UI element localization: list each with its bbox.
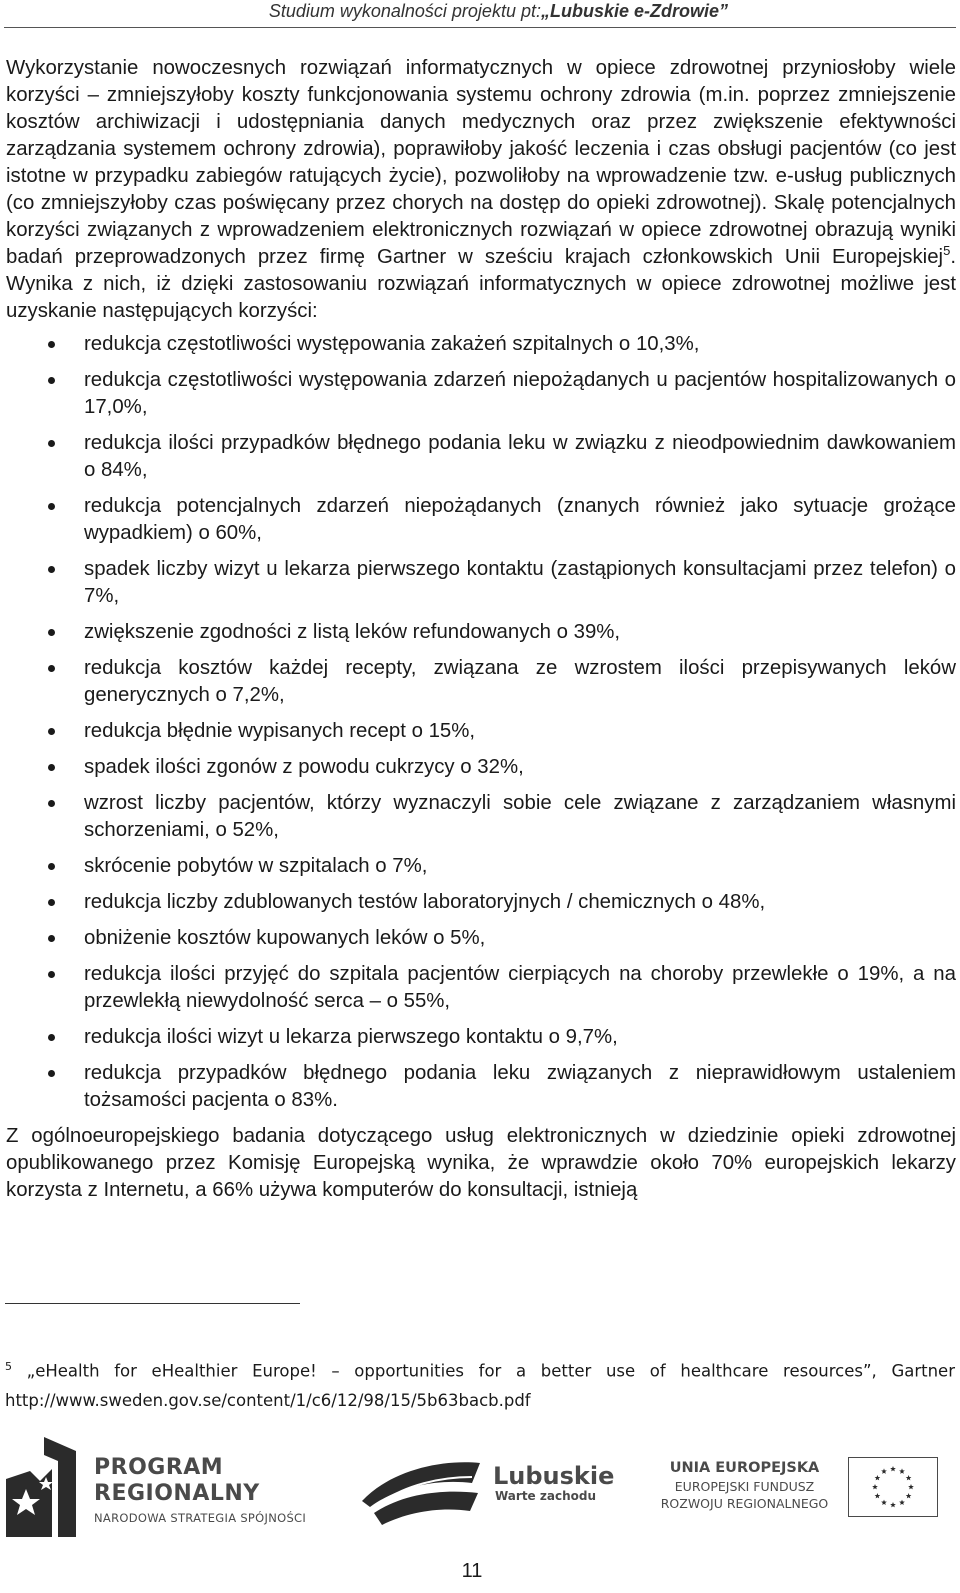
program-regionalny-text	[94, 1455, 306, 1525]
footnote	[5, 1352, 955, 1415]
footnote-number: 5	[5, 1360, 12, 1373]
intro-text-2: . Wynika z nich, iż dzięki zastosowaniu rozwiązań informatycznych w opiece zdrowotnej możliwe jest uzyskanie następujących korzyści:	[6, 246, 956, 322]
list-item	[6, 961, 956, 1015]
bullet-icon	[48, 728, 55, 735]
list-item	[6, 556, 956, 610]
list-item-text: redukcja ilości przypadków błędnego podania leku w związku z nieodpowiednim dawkowaniem o 84%,	[84, 432, 956, 481]
list-item-text: redukcja liczby zdublowanych testów laboratoryjnych / chemicznych o 48%,	[84, 891, 766, 913]
list-item	[6, 619, 956, 646]
list-item	[6, 430, 956, 484]
lubuskie-name: Lubuskie	[493, 1462, 615, 1490]
intro-text: Wykorzystanie nowoczesnych rozwiązań informatycznych w opiece zdrowotnej przyniosłoby wiele korzyści – zmniejszyłoby koszty funkcjonowania systemu ochrony zdrowia (m.in. poprzez zmniejszenie kosztów archiwizacji i udostępniania danych medycznych oraz przez zwiększenie efektywności zarządzania systemem ochrony zdrowia), poprawiłoby jakość leczenia i czas obsługi pacjentów (co jest istotne w przypadku zabiegów ratujących życie), pozwoliłoby na wprowadzenie tzw. e-usług publicznych (co zmniejszyłoby czas poświęcany przez chorych na dostęp do opieki zdrowotnej). Skalę potencjalnych korzyści związanych z wprowadzeniem elektronicznych rozwiązań w opiece zdrowotnej obrazują wyniki badań przeprowadzonych przez firmę Gartner w sześciu krajach członkowskich Unii Europejskiej	[6, 57, 956, 268]
list-item	[6, 331, 956, 358]
header-title	[269, 1, 728, 22]
eu-line2: EUROPEJSKI FUNDUSZ	[674, 1479, 815, 1494]
closing-paragraph: Z ogólnoeuropejskiego badania dotyczącego usług elektronicznych w dziedzinie opieki zdrowotnej opublikowanego przez Komisję Europejską wynika, że wprawdzie około 70% europejskich lekarzy korzysta z Internetu, a 66% używa komputerów do konsultacji, istnieją	[6, 1125, 956, 1201]
list-item	[6, 925, 956, 952]
eu-title: UNIA EUROPEJSKA	[669, 1460, 820, 1476]
eu-flag-icon	[848, 1457, 938, 1517]
footnote-ref[interactable]: 5	[943, 243, 951, 259]
list-item-text: redukcja potencjalnych zdarzeń niepożądanych (znanych również jako sytuacje grożące wypadkiem) o 60%,	[84, 495, 956, 544]
eu-line3: ROZWOJU REGIONALNEGO	[660, 1496, 829, 1511]
list-item-text: skrócenie pobytów w szpitalach o 7%,	[84, 855, 428, 877]
list-item-text: zwiększenie zgodności z listą leków refundowanych o 39%,	[84, 621, 621, 643]
program-line2: REGIONALNY	[94, 1481, 260, 1506]
bullet-icon	[48, 440, 55, 447]
funding-logos-bar	[0, 1435, 960, 1545]
list-item	[6, 889, 956, 916]
page-number-text: 11	[461, 1560, 483, 1582]
benefits-list	[6, 331, 956, 1114]
list-item-text: redukcja ilości przyjęć do szpitala pacjentów cierpiących na choroby przewlekłe o 19%, a na przewlekłą niewydolność serca – o 55%,	[84, 963, 956, 1012]
bullet-icon	[48, 1034, 55, 1041]
list-item	[6, 367, 956, 421]
list-item	[6, 853, 956, 880]
bullet-icon	[48, 935, 55, 942]
list-item-text: redukcja ilości wizyt u lekarza pierwszego kontaktu o 9,7%,	[84, 1026, 618, 1048]
page-header	[0, 0, 960, 26]
list-item	[6, 1060, 956, 1114]
document-body	[6, 55, 956, 1204]
header-prefix: Studium wykonalności projektu pt:	[268, 1, 541, 21]
bullet-icon	[48, 341, 55, 348]
bullet-icon	[48, 377, 55, 384]
list-item-text: redukcja błędnie wypisanych recept o 15%,	[84, 720, 476, 742]
footnote-text: „eHealth for eHealthier Europe! – opportunities for a better use of healthcare resources”, Gartner http://www.sweden.gov.se/content/1/c6/12/98/15/5b63bacb.pdf	[5, 1361, 955, 1410]
footnote-separator	[5, 1303, 300, 1304]
bullet-icon	[48, 899, 55, 906]
list-item-text: spadek ilości zgonów z powodu cukrzycy o 32%,	[84, 756, 524, 778]
list-item	[6, 655, 956, 709]
eu-fund-text	[652, 1459, 837, 1512]
program-regionalny-logo-icon	[6, 1437, 76, 1537]
bullet-icon	[48, 665, 55, 672]
list-item-text: wzrost liczby pacjentów, którzy wyznaczyli sobie cele związane z zarządzaniem własnymi schorzeniami, o 52%,	[84, 792, 956, 841]
lubuskie-slogan: Warte zachodu	[495, 1489, 596, 1503]
bullet-icon	[48, 971, 55, 978]
list-item-text: redukcja częstotliwości występowania zdarzeń niepożądanych u pacjentów hospitalizowanych o 17,0%,	[84, 369, 956, 418]
list-item	[6, 718, 956, 745]
lubuskie-logo-icon	[360, 1453, 485, 1528]
header-project: „Lubuskie e-Zdrowie”	[540, 1, 728, 21]
header-rule	[4, 27, 956, 28]
bullet-icon	[48, 764, 55, 771]
list-item	[6, 790, 956, 844]
list-item	[6, 754, 956, 781]
page-number	[0, 1560, 960, 1583]
program-line3: NARODOWA STRATEGIA SPÓJNOŚCI	[94, 1511, 307, 1525]
bullet-icon	[48, 800, 55, 807]
bullet-icon	[48, 863, 55, 870]
list-item-text: spadek liczby wizyt u lekarza pierwszego kontaktu (zastąpionych konsultacjami przez telefon) o 7%,	[84, 558, 956, 607]
bullet-icon	[48, 629, 55, 636]
list-item-text: redukcja przypadków błędnego podania leku związanych z nieprawidłowym ustaleniem tożsamości pacjenta o 83%.	[84, 1062, 956, 1111]
bullet-icon	[48, 503, 55, 510]
bullet-icon	[48, 1070, 55, 1077]
lubuskie-text	[493, 1463, 614, 1503]
list-item-text: obniżenie kosztów kupowanych leków o 5%,	[84, 927, 486, 949]
intro-paragraph	[6, 55, 956, 325]
list-item-text: redukcja kosztów każdej recepty, związana ze wzrostem ilości przepisywanych leków generycznych o 7,2%,	[84, 657, 956, 706]
bullet-icon	[48, 566, 55, 573]
list-item-text: redukcja częstotliwości występowania zakażeń szpitalnych o 10,3%,	[84, 333, 700, 355]
list-item	[6, 1024, 956, 1051]
program-line1: PROGRAM	[94, 1455, 224, 1480]
list-item	[6, 493, 956, 547]
